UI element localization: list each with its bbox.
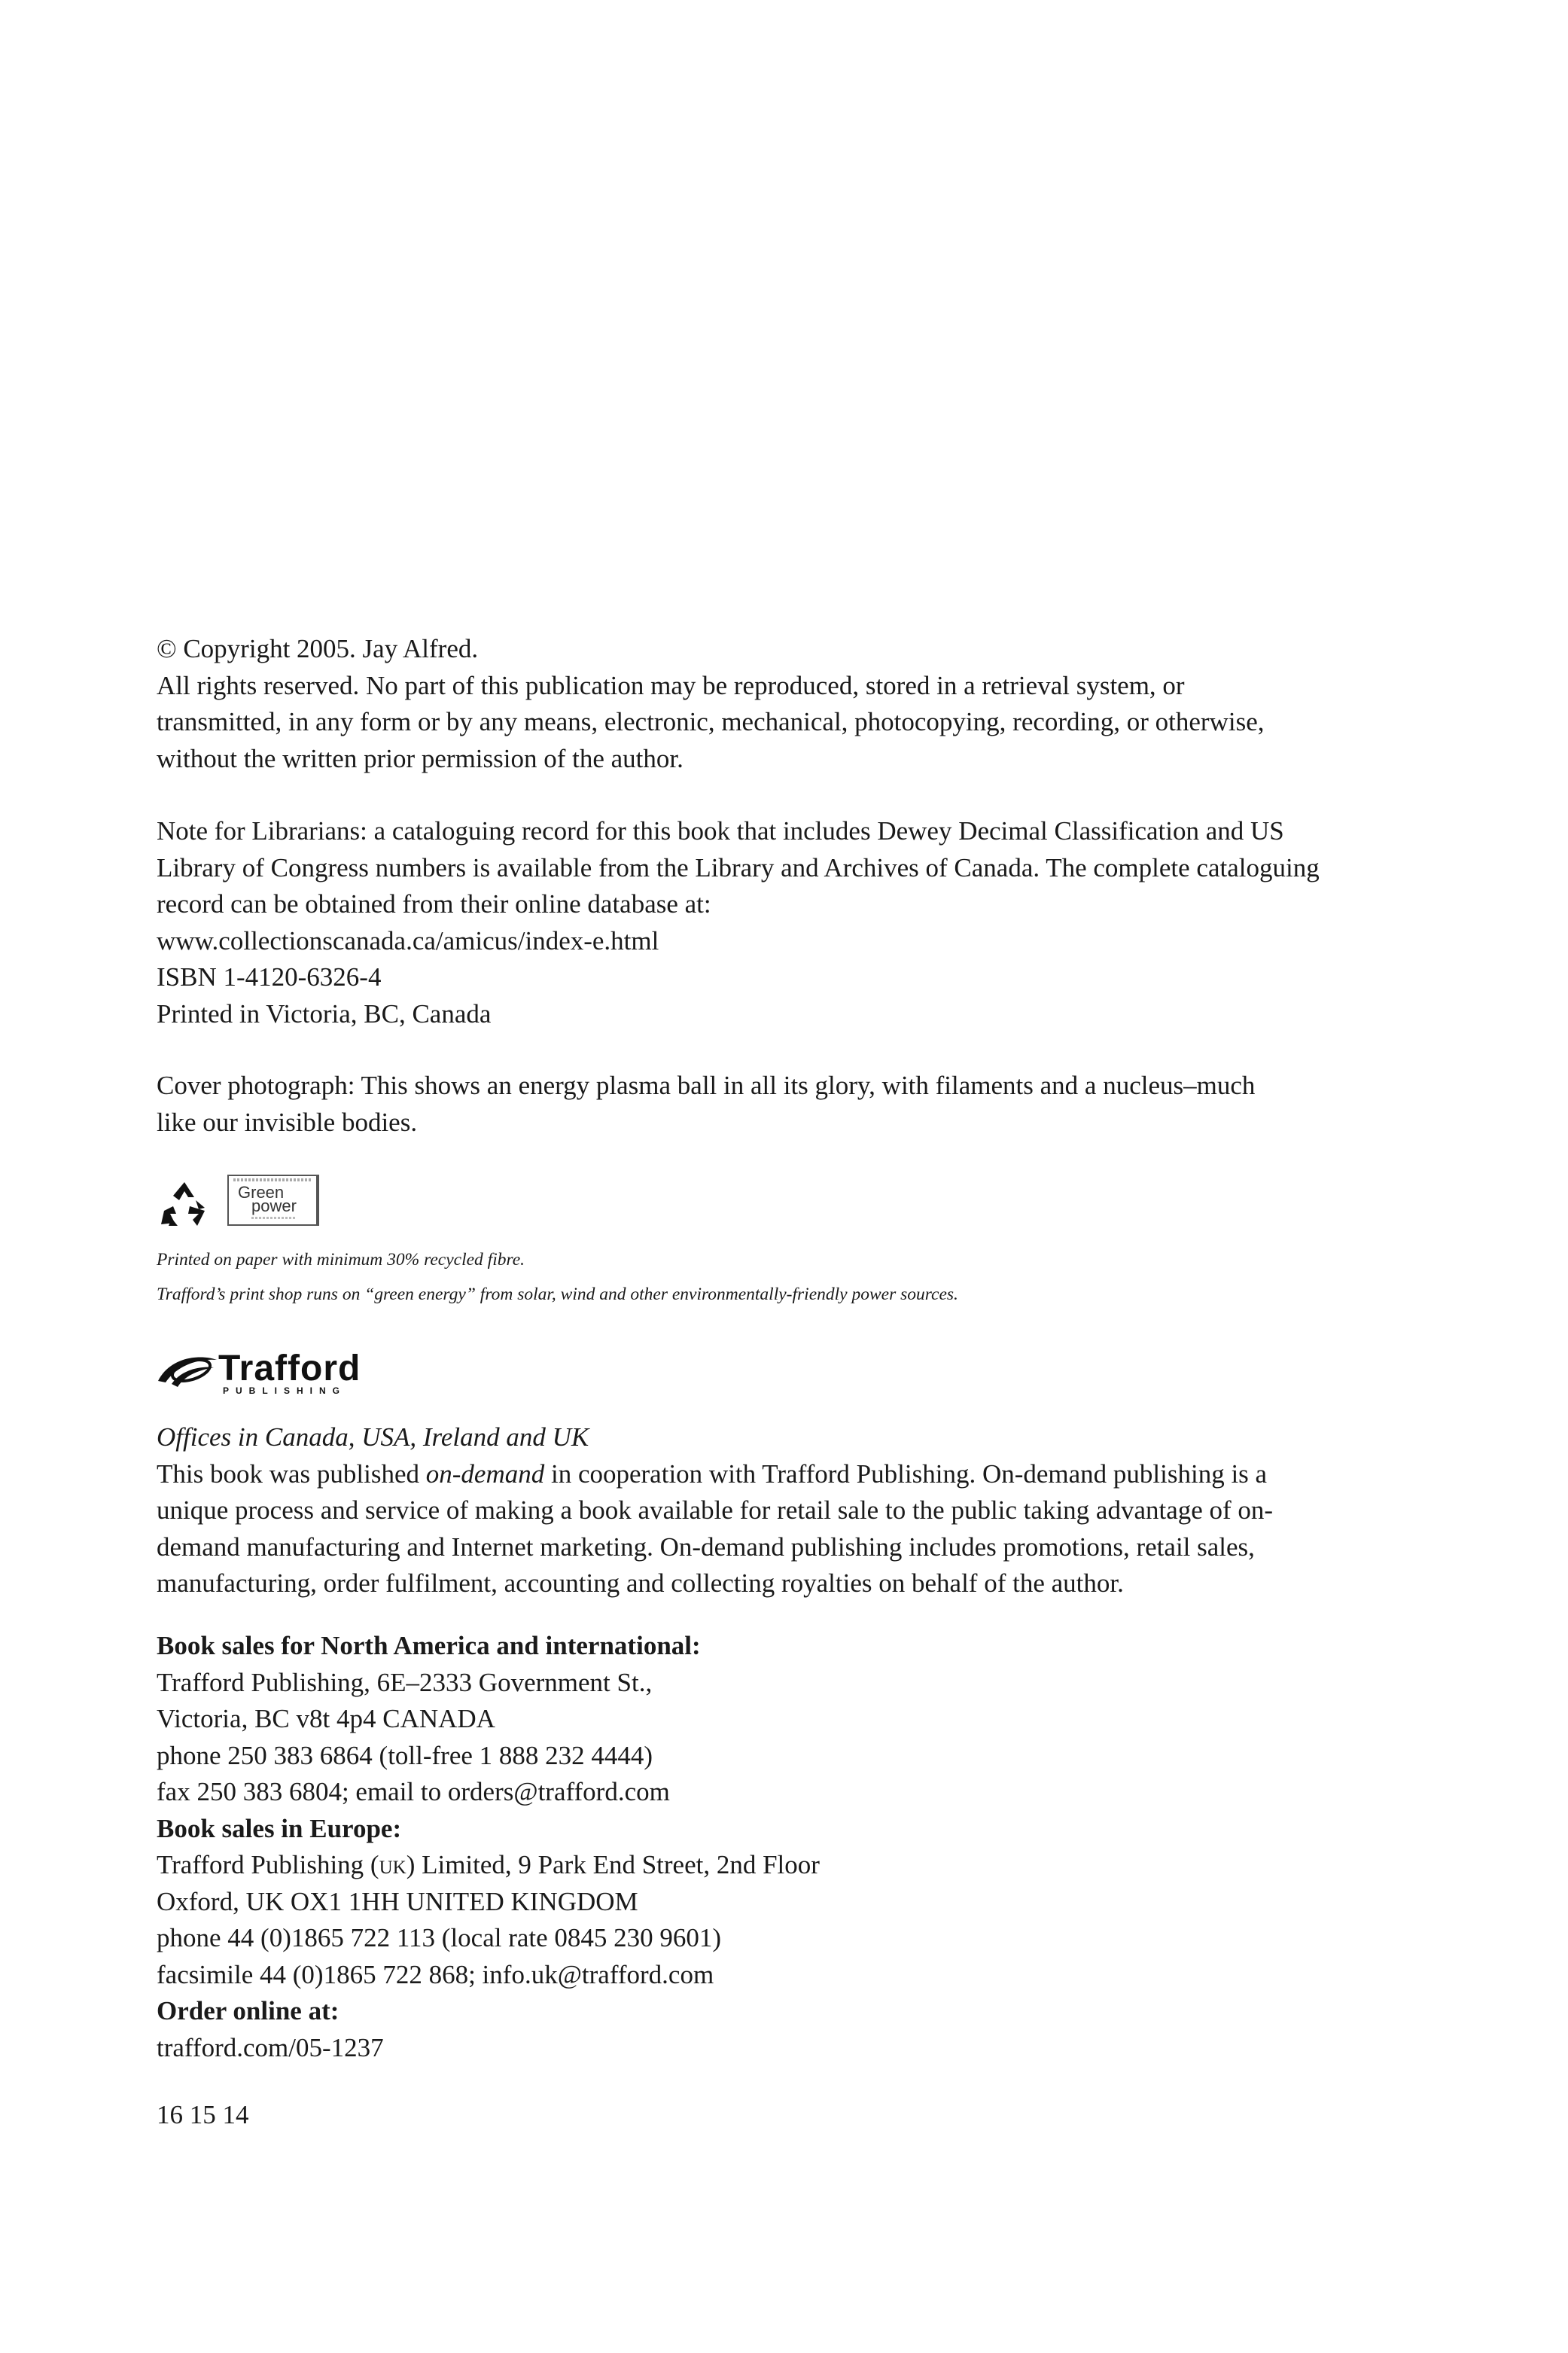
catalogue-url: www.collectionscanada.ca/amicus/index-e.html: [157, 925, 659, 956]
cover-line: like our invisible bodies.: [157, 1107, 418, 1137]
na-address-line: Victoria, BC v8t 4p4 CANADA: [157, 1704, 495, 1733]
librarians-line: record can be obtained from their online database at:: [157, 889, 711, 919]
printed-location: Printed in Victoria, BC, Canada: [157, 998, 492, 1029]
europe-phone: phone 44 (0)1865 722 113 (local rate 0845 230 9601): [157, 1923, 722, 1952]
europe-address-line: Oxford, UK OX1 1HH UNITED KINGDOM: [157, 1886, 638, 1916]
on-demand-emphasis: on-demand: [425, 1458, 545, 1489]
na-phone: phone 250 383 6864 (toll-free 1 888 232 4444): [157, 1740, 653, 1770]
trafford-swoosh-icon: [155, 1352, 218, 1388]
copyright-line: © Copyright 2005. Jay Alfred.: [157, 634, 479, 663]
europe-fax-email: facsimile 44 (0)1865 722 868; info.uk@trafford.com: [157, 1959, 714, 1989]
printer-key: [157, 2097, 1361, 2134]
order-url: trafford.com/05-1237: [157, 2032, 384, 2062]
trafford-wordmark: Trafford: [218, 1349, 361, 1388]
trafford-subtitle: PUBLISHING: [223, 1385, 347, 1396]
order-online-heading: Order online at:: [157, 1996, 339, 2025]
green-power-word: Green: [238, 1183, 285, 1202]
green-power-logo: [227, 1175, 319, 1226]
rights-line: transmitted, in any form or by any means, electronic, mechanical, photocopying, recording, or otherwise,: [157, 707, 1265, 736]
na-sales-heading: Book sales for North America and international:: [157, 1631, 701, 1660]
green-power-word: power: [251, 1196, 297, 1215]
copyright-notice: [157, 631, 1361, 777]
offices-line: Offices in Canada, USA, Ireland and UK: [157, 1422, 589, 1452]
green-energy-note: Trafford’s print shop runs on “green energy” from solar, wind and other environmentally-friendly power sources.: [157, 1285, 958, 1304]
trafford-logo: [155, 1348, 396, 1401]
publisher-description-line: unique process and service of making a book available for retail sale to the public taking advantage of on-: [157, 1495, 1274, 1525]
librarians-note: [157, 813, 1361, 1032]
publisher-description-line: manufacturing, order fulfilment, accounting and collecting royalties on behalf of the author.: [157, 1568, 1124, 1598]
europe-text: ) Limited, 9 Park End Street, 2nd Floor: [406, 1850, 820, 1879]
cover-line: Cover photograph: This shows an energy plasma ball in all its glory, with filaments and a nucleus–much: [157, 1071, 1256, 1100]
uk-small-caps: uk: [379, 1850, 406, 1879]
na-fax-email: fax 250 383 6804; email to orders@trafford.com: [157, 1777, 670, 1806]
printer-key-numbers: 16 15 14: [157, 2100, 249, 2129]
recycled-note: Printed on paper with minimum 30% recycled fibre.: [157, 1250, 525, 1269]
librarians-line: Library of Congress numbers is available from the Library and Archives of Canada. The complete cataloguing: [157, 852, 1320, 882]
sales-info: [157, 1628, 1361, 2066]
europe-text: Trafford Publishing (: [157, 1850, 379, 1879]
librarians-line: Note for Librarians: a cataloguing record for this book that includes Dewey Decimal Classification and US: [157, 816, 1284, 846]
europe-sales-heading: Book sales in Europe:: [157, 1813, 402, 1843]
description-text: in cooperation with Trafford Publishing. On-demand publishing is a: [544, 1458, 1268, 1489]
rights-line: without the written prior permission of the author.: [157, 743, 684, 773]
publisher-description-line: [157, 1456, 1361, 1493]
na-address-line: Trafford Publishing, 6E–2333 Government St.,: [157, 1667, 653, 1697]
eco-logos: [158, 1175, 339, 1229]
logo-fine-print: [251, 1217, 297, 1219]
logo-fine-print: [233, 1178, 312, 1181]
europe-address-line: [157, 1847, 1361, 1884]
eco-notes: [157, 1242, 1361, 1312]
cover-note: [157, 1068, 1361, 1141]
description-text: This book was published: [157, 1458, 426, 1489]
recycle-icon: [158, 1181, 211, 1231]
isbn: ISBN 1-4120-6326-4: [157, 962, 382, 992]
publisher-description-line: demand manufacturing and Internet marketing. On-demand publishing includes promotions, retail sales,: [157, 1532, 1255, 1562]
rights-line: All rights reserved. No part of this publication may be reproduced, stored in a retrieval system, or: [157, 670, 1185, 700]
publisher-info: [157, 1419, 1361, 1602]
